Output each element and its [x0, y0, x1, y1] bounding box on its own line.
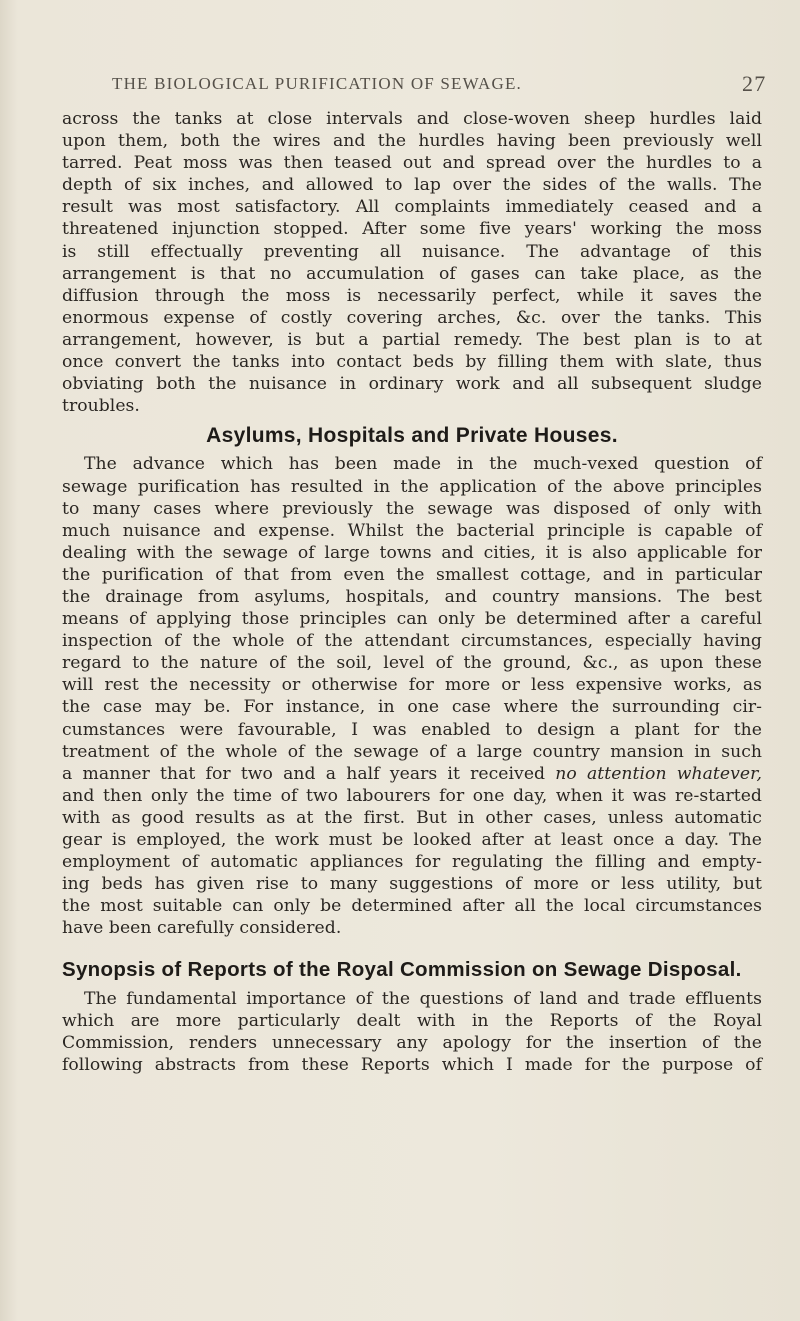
- text-span: a manner that for two and a half years it received: [62, 763, 556, 784]
- text-line: will rest the necessity or otherwise for more or less expensive works, as: [62, 675, 762, 696]
- text-line: arrangement is that no accumulation of gases can take place, as the: [62, 263, 762, 284]
- text-line: the drainage from asylums, hospitals, and country mansions. The best: [62, 586, 762, 607]
- text-line: troubles.: [62, 396, 140, 417]
- text-line: The advance which has been made in the much-vexed question of: [84, 454, 762, 475]
- text-line: [62, 763, 762, 785]
- text-line: following abstracts from these Reports which I made for the purpose of: [62, 1054, 762, 1075]
- text-line: employment of automatic appliances for regulating the filling and empty-: [62, 852, 762, 873]
- text-line: once convert the tanks into contact beds by filling them with slate, thus: [62, 352, 762, 373]
- text-line: sewage purification has resulted in the application of the above principles: [62, 476, 762, 497]
- section-heading-asylums: Asylums, Hospitals and Private Houses.: [206, 424, 618, 448]
- text-line: obviating both the nuisance in ordinary work and all subsequent sludge: [62, 374, 762, 395]
- text-line: enormous expense of costly covering arches, &c. over the tanks. This: [62, 307, 762, 328]
- text-line: Commission, renders unnecessary any apology for the insertion of the: [62, 1032, 762, 1053]
- text-line: threatened injunction stopped. After some five years' working the moss: [62, 219, 762, 240]
- text-line: with as good results as at the first. But in other cases, unless automatic: [62, 807, 762, 828]
- text-line: The fundamental importance of the questions of land and trade effluents: [84, 988, 762, 1009]
- text-line: result was most satisfactory. All complaints immediately ceased and a: [62, 197, 762, 218]
- text-line: is still effectually preventing all nuisance. The advantage of this: [62, 241, 762, 262]
- text-line: much nuisance and expense. Whilst the bacterial principle is capable of: [62, 520, 762, 541]
- text-line: dealing with the sewage of large towns and cities, it is also applicable for: [62, 542, 762, 563]
- text-line: which are more particularly dealt with in the Reports of the Royal: [62, 1010, 762, 1031]
- text-line: have been carefully considered.: [62, 918, 342, 939]
- text-line: gear is employed, the work must be looked after at least once a day. The: [62, 830, 762, 850]
- text-line: depth of six inches, and allowed to lap over the sides of the walls. The: [62, 175, 762, 196]
- text-line: means of applying those principles can only be determined after a careful: [62, 609, 762, 630]
- page-number: 27: [742, 71, 767, 96]
- section-heading-synopsis: Synopsis of Reports of the Royal Commission on Sewage Disposal.: [62, 958, 742, 982]
- text-line: upon them, both the wires and the hurdles having been previously well: [62, 131, 762, 152]
- text-line: and then only the time of two labourers for one day, when it was re-started: [62, 785, 762, 806]
- text-line: arrangement, however, is but a partial remedy. The best plan is to at: [62, 329, 762, 350]
- text-line: cumstances were favourable, I was enabled to design a plant for the: [62, 719, 762, 740]
- text-line: the case may be. For instance, in one case where the surrounding cir-: [62, 697, 762, 718]
- body-text: [62, 108, 762, 1076]
- text-line: treatment of the whole of the sewage of a large country mansion in such: [62, 741, 762, 762]
- text-line: diffusion through the moss is necessarily perfect, while it saves the: [62, 285, 762, 306]
- text-line: the purification of that from even the smallest cottage, and in particular: [62, 564, 762, 585]
- text-line: ing beds has given rise to many suggestions of more or less utility, but: [62, 874, 762, 895]
- paragraph-synopsis: [62, 988, 762, 1076]
- text-line: tarred. Peat moss was then teased out and spread over the hurdles to a: [62, 153, 762, 174]
- text-line: regard to the nature of the soil, level of the ground, &c., as upon these: [62, 653, 762, 674]
- italic-phrase: no attention whatever,: [555, 763, 762, 784]
- running-title: THE BIOLOGICAL PURIFICATION OF SEWAGE.: [112, 74, 522, 93]
- text-line: inspection of the whole of the attendant circumstances, especially having: [62, 631, 762, 652]
- text-line: the most suitable can only be determined after all the local circumstances: [62, 896, 762, 917]
- text-line: to many cases where previously the sewage was disposed of only with: [62, 498, 762, 519]
- paragraph-tank-moss: [62, 108, 762, 417]
- paragraph-asylums: [62, 453, 762, 939]
- text-line: across the tanks at close intervals and close-woven sheep hurdles laid: [62, 109, 762, 129]
